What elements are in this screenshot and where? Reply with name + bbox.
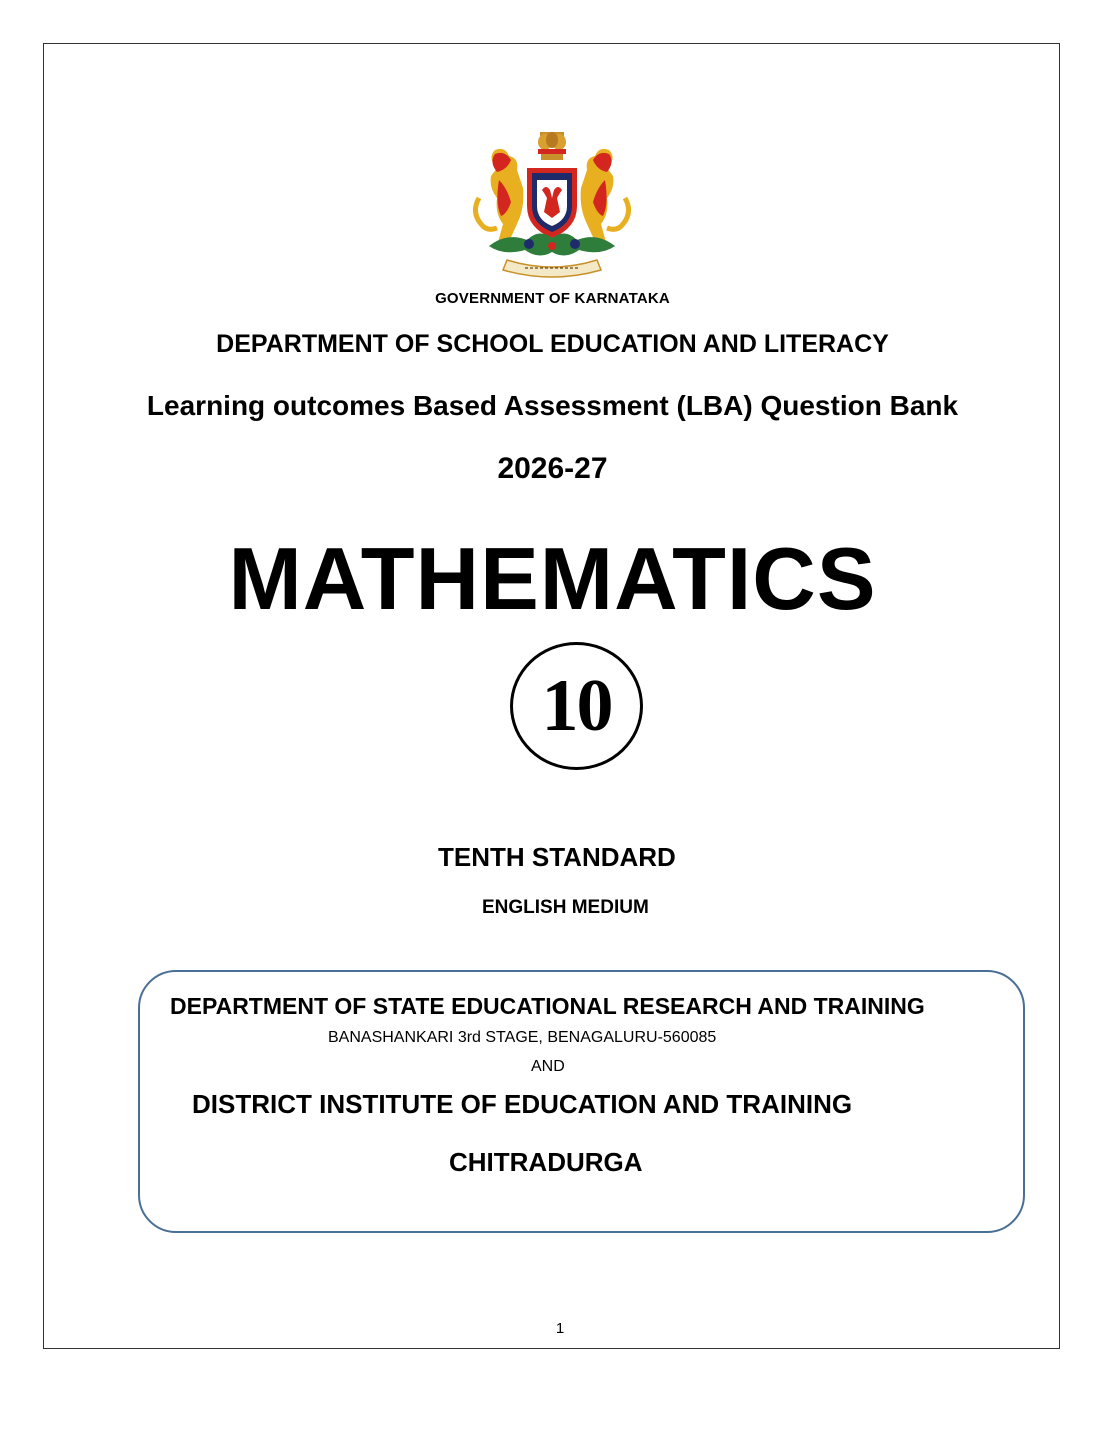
left-lion-icon <box>475 149 523 246</box>
grade-badge <box>510 642 643 770</box>
motto-scroll-icon <box>503 260 601 277</box>
grade-number: 10 <box>541 665 612 747</box>
secondary-institution: DISTRICT INSTITUTE OF EDUCATION AND TRAINING <box>192 1089 853 1119</box>
department-name: DEPARTMENT OF SCHOOL EDUCATION AND LITERACY <box>216 330 889 358</box>
subject-title: MATHEMATICS <box>228 529 877 628</box>
conjunction-text: AND <box>531 1058 565 1075</box>
shield-icon <box>527 168 577 238</box>
karnataka-state-emblem-icon <box>467 128 637 283</box>
institution-address: BANASHANKARI 3rd STAGE, BENAGALURU-560085 <box>328 1029 717 1046</box>
primary-institution: DEPARTMENT OF STATE EDUCATIONAL RESEARCH AND TRAINING <box>170 993 925 1019</box>
right-lion-icon <box>581 149 629 246</box>
page-number: 1 <box>555 1320 565 1337</box>
medium-label: ENGLISH MEDIUM <box>482 897 649 918</box>
lion-capital-icon <box>538 132 566 160</box>
government-name: GOVERNMENT OF KARNATAKA <box>435 290 670 307</box>
document-title: Learning outcomes Based Assessment (LBA) Question Bank <box>146 390 959 421</box>
standard-label: TENTH STANDARD <box>438 842 676 872</box>
academic-year: 2026-27 <box>497 452 608 485</box>
district-name: CHITRADURGA <box>449 1147 643 1177</box>
